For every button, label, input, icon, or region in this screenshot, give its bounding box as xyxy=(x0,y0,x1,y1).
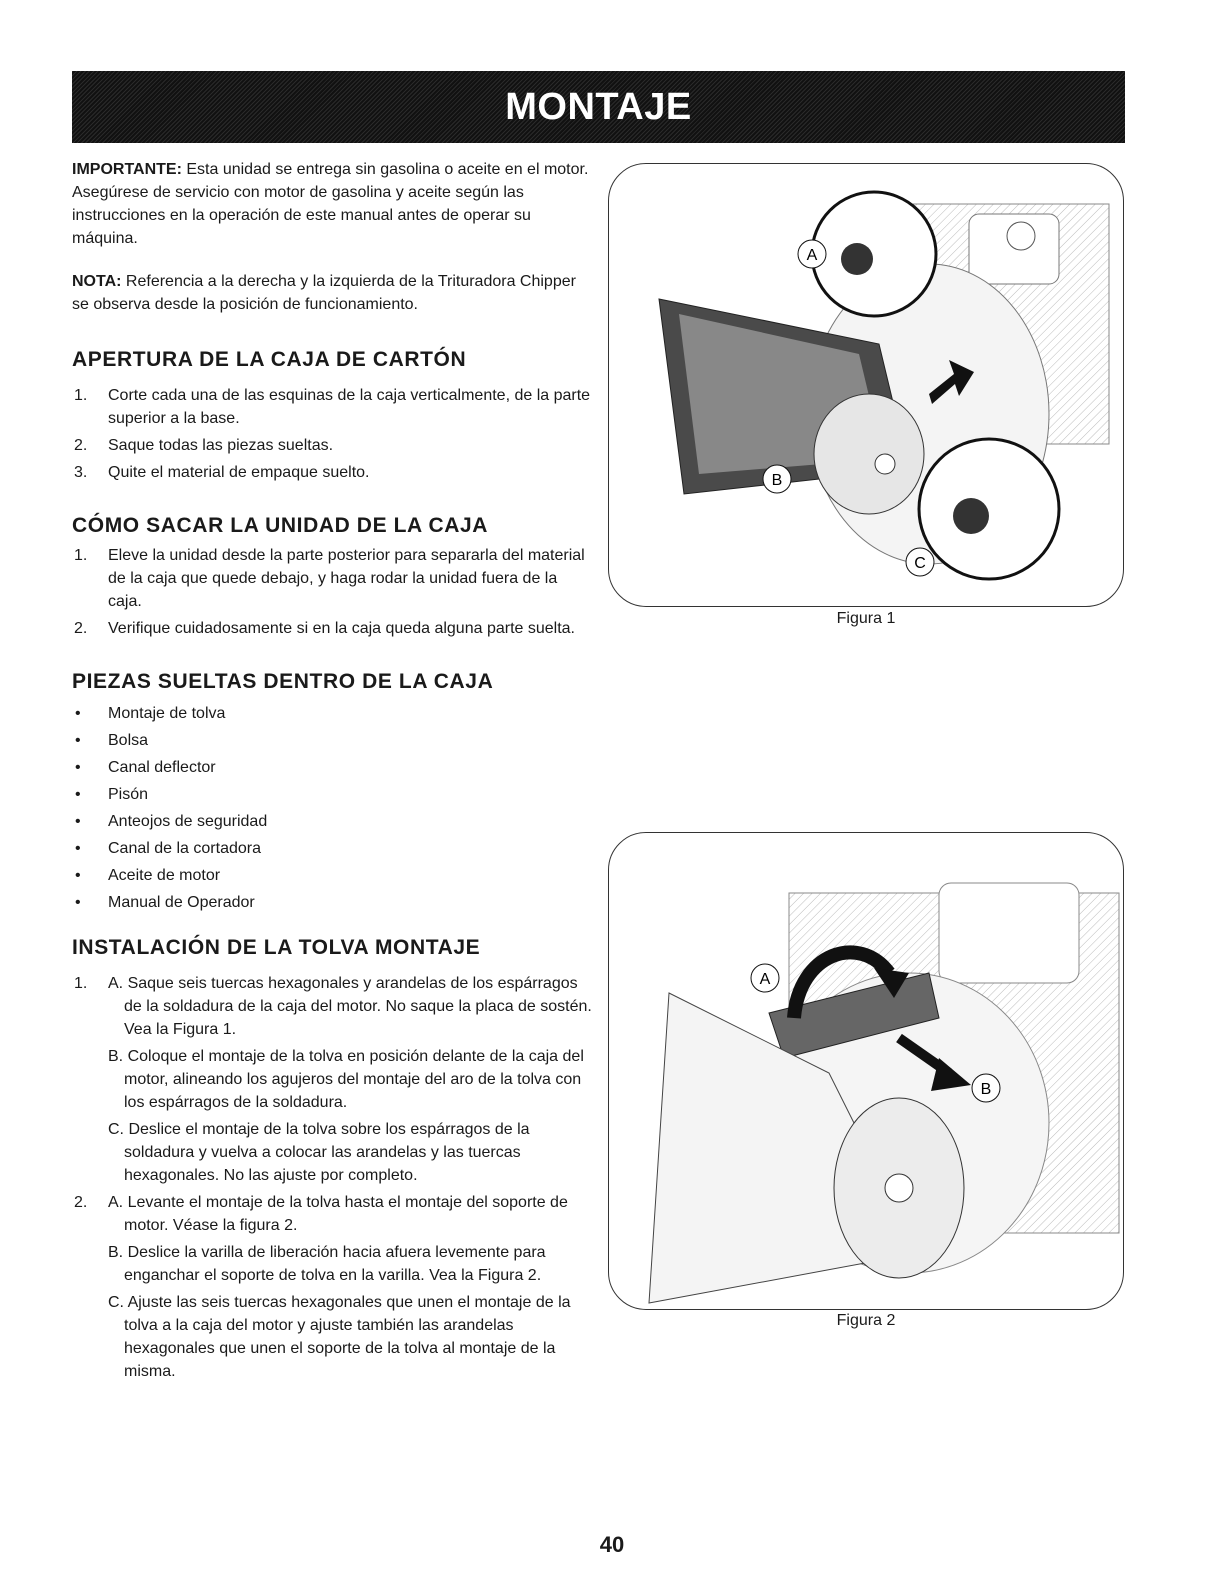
step-text: Eleve la unidad desde la parte posterior para separarla del material de la caja que quede debajo, y haga rodar la unidad fuera de la caja. xyxy=(108,547,585,610)
step-text: Verifique cuidadosamente si en la caja queda alguna parte suelta. xyxy=(108,620,575,637)
step-number: 1. xyxy=(74,547,88,564)
banner-title: MONTAJE xyxy=(505,85,692,128)
list-item xyxy=(72,434,592,457)
heading-remove-unit: CÓMO SACAR LA UNIDAD DE LA CAJA xyxy=(72,514,489,537)
callout-a: A xyxy=(759,971,771,988)
bullet: • xyxy=(75,705,81,722)
item-text: Bolsa xyxy=(108,732,149,749)
fuel-cap xyxy=(1007,222,1035,250)
bullet: • xyxy=(75,867,81,884)
figure-2 xyxy=(608,832,1124,1310)
item-text: Anteojos de seguridad xyxy=(108,813,268,830)
heading-opening-box: APERTURA DE LA CAJA DE CARTÓN xyxy=(72,348,467,371)
callout-b: B xyxy=(980,1081,992,1098)
list-item xyxy=(72,461,592,484)
heading-hopper-install: INSTALACIÓN DE LA TOLVA MONTAJE xyxy=(72,936,481,959)
step-number: 1. xyxy=(74,387,88,404)
figure-2-caption: Figura 2 xyxy=(836,1312,896,1329)
step-text: Quite el material de empaque suelto. xyxy=(108,464,370,481)
list-item xyxy=(72,810,592,833)
bullet: • xyxy=(75,732,81,749)
note-label: NOTA: xyxy=(72,273,122,290)
heading-loose-parts: PIEZAS SUELTAS DENTRO DE LA CAJA xyxy=(72,670,494,693)
step-text: Corte cada una de las esquinas de la caja verticalmente, de la parte superior a la base. xyxy=(108,387,591,427)
substep-text: A. Saque seis tuercas hexagonales y arandelas de los espárragos de la soldadura de la caja del motor. No saque la placa de sostén. Vea la Figura 1. xyxy=(108,975,592,1038)
note-text: Referencia a la derecha y la izquierda de la Trituradora Chipper se observa desde la posición de funcionamiento. xyxy=(72,273,576,313)
loose-parts-list xyxy=(72,702,592,918)
item-text: Manual de Operador xyxy=(108,894,255,911)
figure-1-illustration xyxy=(609,164,1123,606)
hub xyxy=(875,454,895,474)
nut-detail xyxy=(841,243,873,275)
step-text: Saque todas las piezas sueltas. xyxy=(108,437,334,454)
list-item xyxy=(72,891,592,914)
important-paragraph xyxy=(72,158,592,250)
bullet: • xyxy=(75,840,81,857)
bullet: • xyxy=(75,759,81,776)
list-item xyxy=(72,756,592,779)
list-item xyxy=(72,729,592,752)
step-number: 1. xyxy=(74,975,88,992)
list-item xyxy=(72,864,592,887)
item-text: Canal deflector xyxy=(108,759,216,776)
nut-detail xyxy=(953,498,989,534)
detail-circle-a xyxy=(812,192,936,316)
item-text: Pisón xyxy=(108,786,149,803)
detail-circle-c xyxy=(919,439,1059,579)
substep-text: B. Deslice la varilla de liberación hacia afuera levemente para enganchar el soporte de tolva en la varilla. Vea la Figura 2. xyxy=(108,1244,546,1284)
important-text: Esta unidad se entrega sin gasolina o aceite en el motor. Asegúrese de servicio con motor de gasolina y aceite según las instrucciones en la operación de este manual antes de operar su máquina. xyxy=(72,161,589,247)
list-item xyxy=(72,1191,592,1383)
hub xyxy=(885,1174,913,1202)
hopper-collar xyxy=(814,394,924,514)
list-item xyxy=(72,702,592,725)
substep-text: C. Ajuste las seis tuercas hexagonales que unen el montaje de la tolva a la caja del motor y ajuste también las arandelas hexagonales que unen el soporte de la tolva al montaje de la misma. xyxy=(108,1294,571,1380)
substep-text: C. Deslice el montaje de la tolva sobre los espárragos de la soldadura y vuelva a colocar las arandelas y las tuercas hexagonales. No las ajuste por completo. xyxy=(108,1121,530,1184)
list-item xyxy=(72,783,592,806)
step-number: 2. xyxy=(74,1194,88,1211)
item-text: Montaje de tolva xyxy=(108,705,226,722)
list-item xyxy=(72,617,592,640)
important-label: IMPORTANTE: xyxy=(72,161,182,178)
item-text: Canal de la cortadora xyxy=(108,840,261,857)
callout-b: B xyxy=(771,472,783,489)
bullet: • xyxy=(75,813,81,830)
step-number: 2. xyxy=(74,620,88,637)
left-column xyxy=(72,158,592,1380)
substep-text: A. Levante el montaje de la tolva hasta el montaje del soporte de motor. Véase la figura 2. xyxy=(108,1194,568,1234)
bullet: • xyxy=(75,786,81,803)
item-text: Aceite de motor xyxy=(108,867,221,884)
engine-top xyxy=(939,883,1079,983)
step-number: 2. xyxy=(74,437,88,454)
page-number: 40 xyxy=(599,1532,625,1557)
figure-2-illustration xyxy=(609,833,1123,1309)
note-paragraph xyxy=(72,270,592,316)
substep-text: B. Coloque el montaje de la tolva en posición delante de la caja del motor, alineando los agujeros del montaje del aro de la tolva con los espárragos de la soldadura. xyxy=(108,1048,584,1111)
step-number: 3. xyxy=(74,464,88,481)
list-item xyxy=(72,972,592,1187)
list-item xyxy=(72,384,592,430)
hopper-install-steps xyxy=(72,972,592,1387)
remove-unit-steps xyxy=(72,544,592,644)
figure-1 xyxy=(608,163,1124,607)
callout-c: C xyxy=(914,555,926,572)
figure-1-caption: Figura 1 xyxy=(836,610,896,627)
list-item xyxy=(72,837,592,860)
opening-box-steps xyxy=(72,384,592,488)
list-item xyxy=(72,544,592,613)
section-banner xyxy=(72,71,1125,143)
bullet: • xyxy=(75,894,81,911)
callout-a: A xyxy=(806,247,818,264)
